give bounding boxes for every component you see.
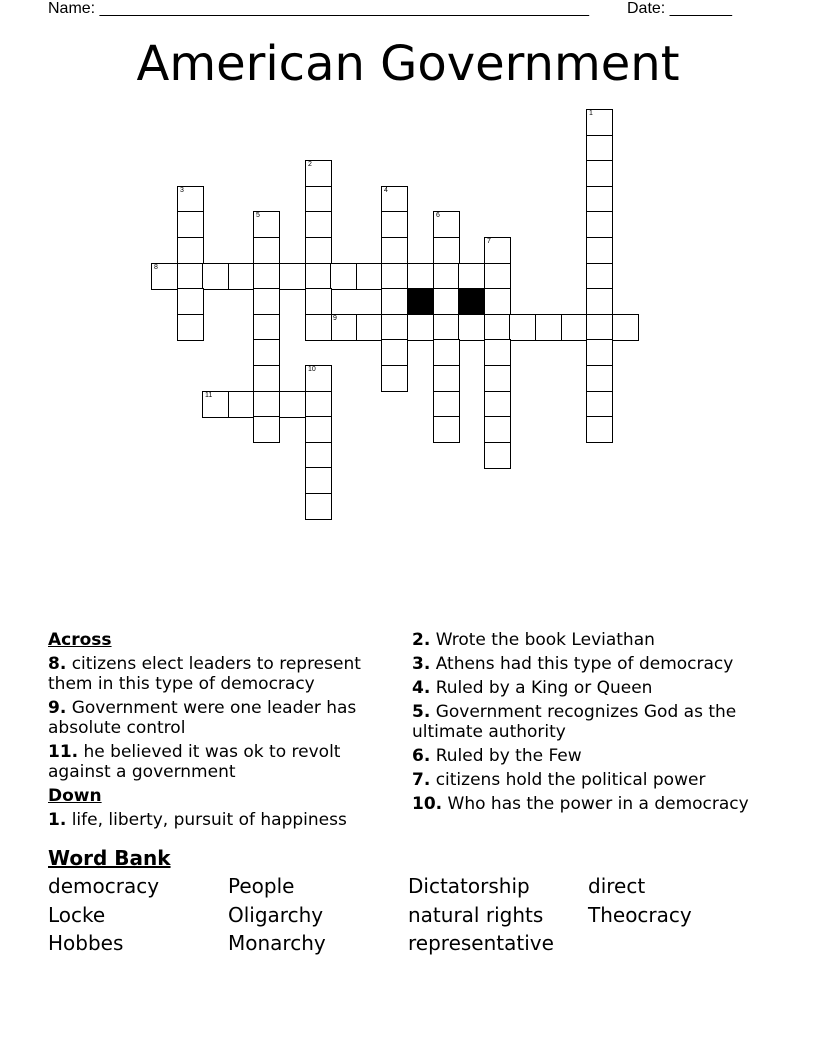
clue-number: 1 — [589, 110, 593, 117]
grid-cell[interactable] — [433, 314, 460, 341]
clues-right-column — [412, 630, 782, 818]
clue — [412, 630, 782, 650]
grid-cell[interactable] — [177, 263, 204, 290]
grid-cell[interactable] — [433, 288, 460, 315]
clue — [412, 702, 782, 742]
grid-cell[interactable] — [253, 314, 280, 341]
clue-number: 5 — [256, 212, 260, 219]
grid-cell[interactable] — [305, 391, 332, 418]
clue-number: 7 — [487, 238, 491, 245]
grid-cell[interactable] — [228, 263, 255, 290]
grid-cell[interactable] — [305, 365, 332, 392]
grid-cell[interactable] — [586, 186, 613, 213]
grid-cell[interactable] — [305, 416, 332, 443]
grid-cell[interactable] — [586, 237, 613, 264]
grid-cell[interactable] — [433, 237, 460, 264]
grid-cell[interactable] — [305, 493, 332, 520]
grid-cell[interactable] — [253, 288, 280, 315]
grid-cell[interactable] — [484, 416, 511, 443]
grid-cell[interactable] — [612, 314, 639, 341]
grid-cell[interactable] — [228, 391, 255, 418]
grid-cell[interactable] — [381, 211, 408, 238]
grid-cell[interactable] — [484, 339, 511, 366]
grid-cell[interactable] — [279, 391, 306, 418]
clue-number-label: 8. — [48, 654, 67, 674]
clue-text: Ruled by the Few — [430, 746, 582, 766]
across-heading: Across — [48, 630, 112, 650]
grid-cell[interactable] — [484, 263, 511, 290]
word-bank-row — [48, 901, 768, 930]
clue — [412, 794, 782, 814]
grid-cell[interactable] — [407, 314, 434, 341]
word-bank — [48, 872, 768, 958]
grid-cell[interactable] — [381, 237, 408, 264]
grid-cell[interactable] — [202, 391, 229, 418]
grid-cell[interactable] — [305, 211, 332, 238]
grid-cell[interactable] — [484, 442, 511, 469]
clue — [48, 810, 388, 830]
grid-cell[interactable] — [305, 160, 332, 187]
grid-cell[interactable] — [381, 263, 408, 290]
grid-cell[interactable] — [586, 391, 613, 418]
word-bank-item: People — [228, 874, 295, 898]
grid-cell[interactable] — [586, 288, 613, 315]
grid-cell[interactable] — [458, 314, 485, 341]
grid-cell[interactable] — [305, 442, 332, 469]
grid-cell[interactable] — [305, 288, 332, 315]
grid-cell[interactable] — [253, 263, 280, 290]
grid-cell[interactable] — [253, 391, 280, 418]
grid-cell[interactable] — [253, 211, 280, 238]
clue — [412, 746, 782, 766]
clue-text: Wrote the book Leviathan — [430, 630, 655, 650]
grid-cell[interactable] — [330, 263, 357, 290]
grid-cell[interactable] — [484, 391, 511, 418]
date-line: Date: _______ — [627, 0, 732, 17]
word-bank-item: Theocracy — [588, 902, 692, 927]
grid-cell[interactable] — [535, 314, 562, 341]
clue-text: life, liberty, pursuit of happiness — [66, 810, 347, 830]
word-bank-item: Locke — [48, 902, 106, 927]
clue-number: 9 — [333, 315, 337, 322]
word-bank-title: Word Bank — [48, 846, 171, 870]
clue-number: 2 — [308, 161, 312, 168]
grid-cell[interactable] — [177, 186, 204, 213]
clue-text: citizens hold the political power — [430, 770, 706, 790]
clue — [412, 770, 782, 790]
clue-number: 3 — [180, 187, 184, 194]
grid-cell[interactable] — [586, 109, 613, 136]
clue — [412, 678, 782, 698]
down-clue-list — [48, 810, 388, 830]
black-square — [458, 288, 485, 315]
grid-cell[interactable] — [177, 211, 204, 238]
word-bank-item — [588, 929, 768, 958]
down-heading: Down — [48, 786, 102, 806]
grid-cell[interactable] — [586, 314, 613, 341]
grid-cell[interactable] — [433, 416, 460, 443]
word-bank-item: representative — [408, 931, 554, 955]
clue-number-label: 9. — [48, 698, 67, 718]
grid-cell[interactable] — [381, 339, 408, 366]
clue-number-label: 2. — [412, 630, 431, 650]
grid-cell[interactable] — [458, 263, 485, 290]
grid-cell[interactable] — [305, 263, 332, 290]
clue-number-label: 3. — [412, 654, 431, 674]
down-clue-list-continued — [412, 630, 782, 814]
word-bank-item: direct — [588, 874, 646, 898]
grid-cell[interactable] — [509, 314, 536, 341]
grid-cell[interactable] — [407, 263, 434, 290]
word-bank-item: Hobbes — [48, 931, 124, 955]
word-bank-row — [48, 929, 768, 958]
word-bank-item: Oligarchy — [228, 902, 324, 927]
clue-text: Athens had this type of democracy — [430, 654, 734, 674]
grid-cell[interactable] — [305, 237, 332, 264]
grid-cell[interactable] — [586, 416, 613, 443]
grid-cell[interactable] — [433, 339, 460, 366]
clue — [412, 654, 782, 674]
grid-cell[interactable] — [356, 263, 383, 290]
clue-number-label: 6. — [412, 746, 431, 766]
word-bank-item: Monarchy — [228, 931, 326, 955]
clue-text: he believed it was ok to revolt against a government — [48, 742, 341, 782]
grid-cell[interactable] — [305, 314, 332, 341]
grid-cell[interactable] — [253, 237, 280, 264]
grid-cell[interactable] — [279, 263, 306, 290]
grid-cell[interactable] — [330, 314, 357, 341]
grid-cell[interactable] — [381, 365, 408, 392]
grid-cell[interactable] — [356, 314, 383, 341]
grid-cell[interactable] — [433, 263, 460, 290]
word-bank-item: democracy — [48, 874, 160, 898]
grid-cell[interactable] — [151, 263, 178, 290]
grid-cell[interactable] — [433, 365, 460, 392]
clue-number: 8 — [154, 264, 158, 271]
grid-cell[interactable] — [253, 365, 280, 392]
word-bank-row — [48, 872, 768, 901]
grid-cell[interactable] — [305, 467, 332, 494]
clue-text: Who has the power in a democracy — [442, 794, 749, 814]
grid-cell[interactable] — [305, 186, 332, 213]
grid-cell[interactable] — [177, 237, 204, 264]
across-clue-list — [48, 654, 388, 782]
clue-number-label: 10. — [412, 794, 443, 814]
grid-cell[interactable] — [433, 211, 460, 238]
grid-cell[interactable] — [381, 314, 408, 341]
clue-number: 11 — [205, 392, 213, 399]
grid-cell[interactable] — [586, 211, 613, 238]
grid-cell[interactable] — [484, 314, 511, 341]
clue-number: 4 — [384, 187, 388, 194]
grid-cell[interactable] — [202, 263, 229, 290]
grid-cell[interactable] — [253, 339, 280, 366]
grid-cell[interactable] — [484, 288, 511, 315]
grid-cell[interactable] — [177, 288, 204, 315]
grid-cell[interactable] — [586, 135, 613, 162]
grid-cell[interactable] — [586, 263, 613, 290]
grid-cell[interactable] — [586, 160, 613, 187]
grid-cell[interactable] — [586, 339, 613, 366]
grid-cell[interactable] — [484, 365, 511, 392]
black-square — [407, 288, 434, 315]
clue-text: Government recognizes God as the ultimate authority — [412, 702, 737, 742]
grid-cell[interactable] — [381, 288, 408, 315]
clue-number-label: 7. — [412, 770, 431, 790]
grid-cell[interactable] — [381, 186, 408, 213]
word-bank-item: natural rights — [408, 902, 544, 927]
clues-left-column — [48, 630, 388, 834]
grid-cell[interactable] — [586, 365, 613, 392]
clue-number-label: 1. — [48, 810, 67, 830]
grid-cell[interactable] — [484, 237, 511, 264]
clue-text: Ruled by a King or Queen — [430, 678, 653, 698]
grid-cell[interactable] — [177, 314, 204, 341]
clue-number-label: 5. — [412, 702, 431, 722]
clue-number: 6 — [436, 212, 440, 219]
clue-number-label: 11. — [48, 742, 79, 762]
page-title: American Government — [136, 36, 680, 92]
clue — [48, 742, 388, 782]
word-bank-item: Dictatorship — [408, 874, 530, 898]
clue — [48, 698, 388, 738]
grid-cell[interactable] — [561, 314, 588, 341]
clue-number: 10 — [308, 366, 316, 373]
clue — [48, 654, 388, 694]
name-line: Name: _______________________________________________________ — [48, 0, 589, 17]
clue-text: Government were one leader has absolute control — [48, 698, 357, 738]
grid-cell[interactable] — [433, 391, 460, 418]
clue-text: citizens elect leaders to represent them in this type of democracy — [48, 654, 361, 694]
clue-number-label: 4. — [412, 678, 431, 698]
grid-cell[interactable] — [253, 416, 280, 443]
